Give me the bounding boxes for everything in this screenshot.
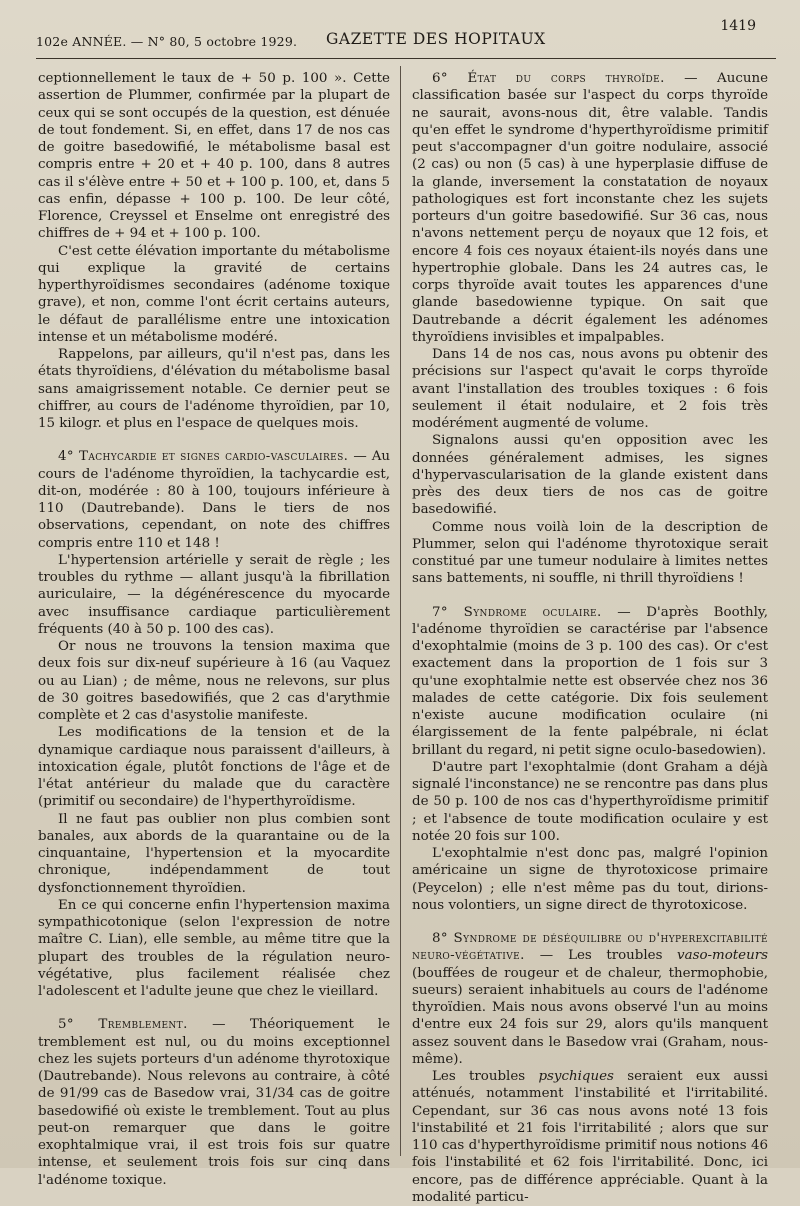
right-column [412,70,768,1206]
paragraph: C'est cette élévation importante du métabolisme qui explique la gravité de certains hyperthyroïdismes secondaires (adénome toxique grave), et non, comme l'ont écrit certains auteurs, le défaut de parallélisme entre une intoxication intense et un métabolisme modéré. [38,243,390,345]
section-text: Théoriquement le tremblement est nul, ou du moins exceptionnel chez les sujets porteurs d'un adénome thyrotoxique (Dautrebande). Nous relevons au contraire, à côté de 91/99 cas de Basedow vrai, 31/34 cas de goitre basedowifié où existe le tremblement. Tout au plus peut-on remarquer que dans le goitre exophtalmique vrai, il est trois fois sur quatre intense, et seulement trois fois sur cinq dans l'adénome toxique. [38,1017,390,1188]
column-divider [400,66,401,1156]
paragraph: Rappelons, par ailleurs, qu'il n'est pas, dans les états thyroïdiens, d'élévation du métabolisme basal sans amaigrissement notable. Ce dernier peut se chiffrer, au cours de l'adénome thyroïdien, par 10, 15 kilogr. et plus en l'espace de quelques mois. [38,347,390,431]
paragraph: D'autre part l'exophtalmie (dont Graham a déjà signalé l'inconstance) ne se rencontre pas dans plus de 50 p. 100 de nos cas d'hyperthyroïdisme primitif ; et l'absence de toute modification oculaire y est notée 20 fois sur 100. [412,759,768,844]
paragraph-text: Les troubles [432,1069,539,1084]
section-paragraph [412,604,768,759]
page-number: 1419 [720,18,756,34]
paragraph: Dans 14 de nos cas, nous avons pu obtenir des précisions sur l'aspect qu'avait le corps thyroïde avant l'installation des troubles toxiques : 6 fois seulement il était nodulaire, et 2 fois très modérément augmenté de volume. [412,347,768,431]
paragraph: En ce qui concerne enfin l'hypertension maxima sympathicotonique (selon l'expression de notre maître C. Lian), elle semble, au même titre que la plupart des troubles de la régulation neuro-végétative, plus facilement réalisée chez l'adolescent et l'adulte jeune que chez le vieillard. [38,897,390,999]
paragraph-text: seraient eux aussi atténués, notamment l'instabilité et l'irritabilité. Cependant, sur 36 cas nous avons noté 13 fois l'instabilité et 21 fois l'irritabilité ; alors que sur 110 cas d'hyperthyroïdisme primitif nous notions 46 fois l'instabilité et 62 fois l'irritabilité. Donc, ici encore, pas de différence appréciable. Quant à la modalité particu- [412,1069,768,1205]
section-text: Aucune classification basée sur l'aspect du corps thyroïde ne saurait, avons-nous dit, être valable. Tandis qu'en effet le syndrome d'hyperthyroïdisme primitif peut s'accompagner d'un goitre nodulaire, associé (2 cas) ou non (5 cas) à une hyperplasie diffuse de la glande, inversement la constatation de noyaux pathologiques est fort inconstante chez les sujets porteurs d'un goitre basedowifié. Sur 36 cas, nous n'avons nettement perçu de noyaux que 12 fois, et encore 4 fois ces noyaux étaient-ils noyés dans une hypertrophie globale. Dans les 24 autres cas, le corps thyroïde avait toutes les apparences d'une glande basedowienne typique. On sait que Dautrebande a décrit également les adénomes thyroïdiens invisibles et impalpables. [412,71,768,345]
section-heading: 8° Syndrome de déséquilibre ou d'hyperexcitabilité neuro-végétative. — [412,931,768,964]
section-text: (bouffées de rougeur et de chaleur, thermophobie, sueurs) seraient inhabituels au cours de l'adénome thyroïdien. Mais nous avons observé l'un au moins d'entre eux 24 fois sur 29, alors qu'ils manquent assez souvent dans le Basedow vrai (Graham, nous-même). [412,965,768,1067]
paragraph [412,1068,768,1206]
section-7 [412,604,768,915]
section-heading: 5° Tremblement. — [58,1017,226,1033]
paragraph: Les modifications de la tension et de la dynamique cardiaque nous paraissent d'ailleurs, à intoxication égale, plutôt fonctions de l'âge et de l'état antérieur du malade que du caractère (primitif ou secondaire) de l'hyperthyroïdisme. [38,725,390,810]
section-paragraph [38,448,390,552]
paragraph: Comme nous voilà loin de la description de Plummer, selon qui l'adénome thyrotoxique serait constitué par une tumeur nodulaire à limites nettes sans battements, ni souffle, ni thrill thyroïdiens ! [412,519,768,587]
section-4 [38,448,390,1000]
emphasis: psychiques [538,1069,614,1084]
section-5 [38,1016,390,1189]
left-column [38,70,390,1189]
section-text: Au cours de l'adénome thyroïdien, la tachycardie est, dit-on, modérée : 80 à 100, toujours inférieure à 110 (Dautrebande). Dans le tiers de nos observations, cependant, on note des chiffres compris entre 110 et 148 ! [38,449,390,551]
section-heading: 4° Tachycardie et signes cardio-vasculaires. — [58,449,368,465]
section-6 [412,70,768,588]
section-text: Les troubles [568,948,678,964]
header-rule [36,58,776,59]
section-paragraph [38,1016,390,1189]
paragraph: Il ne faut pas oublier non plus combien sont banales, aux abords de la quarantaine ou de la cinquantaine, l'hypertension et la myocardite chronique, indépendamment de tout dysfonctionnement thyroïdien. [38,811,390,896]
paragraph: Signalons aussi qu'en opposition avec les données généralement admises, les signes d'hypervascularisation de la glande existent dans près des deux tiers de nos cas de goitre basedowifié. [412,433,768,518]
section-heading: 6° État du corps thyroïde. — [432,71,698,86]
section-8 [412,930,768,1206]
section-heading: 7° Syndrome oculaire. — [432,604,632,620]
section-paragraph [412,930,768,1068]
section-text: D'après Boothly, l'adénome thyroïdien se caractérise par l'absence d'exophtalmie (moins de 3 p. 100 des cas). Or c'est exactement dans la proportion de 1 fois sur 3 qu'une exophtalmie nette est observée chez nos 36 malades de cette catégorie. Dix fois seulement n'existe aucune modification oculaire (ni élargissement de la fente palpébrale, ni éclat brillant du regard, ni petit signe oculo-basedowien). [412,604,768,758]
journal-title: GAZETTE DES HOPITAUX [326,30,546,48]
section-paragraph [412,70,768,346]
issue-line: 102e ANNÉE. — N° 80, 5 octobre 1929. [36,34,298,49]
paragraph: Or nous ne trouvons la tension maxima que deux fois sur dix-neuf supérieure à 16 (au Vaquez ou au Lian) ; de même, nous ne relevons, sur plus de 30 goitres basedowifiés, que 2 cas d'arythmie complète et 2 cas d'asystolie manifeste. [38,639,390,723]
paragraph: L'hypertension artérielle y serait de règle ; les troubles du rythme — allant jusqu'à la fibrillation auriculaire, — la dégénérescence du myocarde avec insuffisance cardiaque particulièrement fréquents (40 à 50 p. 100 des cas). [38,552,390,637]
paragraph: ceptionnellement le taux de + 50 p. 100 ». Cette assertion de Plummer, confirmée par la plupart de ceux qui se sont occupés de la question, est dénuée de tout fondement. Si, en effet, dans 17 de nos cas de goitre basedowifié, le métabolisme basal est compris entre + 20 et + 40 p. 100, dans 8 autres cas il s'élève entre + 50 et + 100 p. 100, et, dans 5 cas enfin, dépasse + 100 p. 100. De leur côté, Florence, Creyssel et Enselme ont enregistré des chiffres de + 94 et + 100 p. 100. [38,71,390,242]
page-header [36,14,774,54]
paragraph: L'exophtalmie n'est donc pas, malgré l'opinion américaine un signe de thyrotoxicose primaire (Peycelon) ; elle n'est même pas du tout, dirions-nous volontiers, un signe direct de thyrotoxicose. [412,846,768,913]
emphasis: vaso-moteurs [677,948,768,964]
